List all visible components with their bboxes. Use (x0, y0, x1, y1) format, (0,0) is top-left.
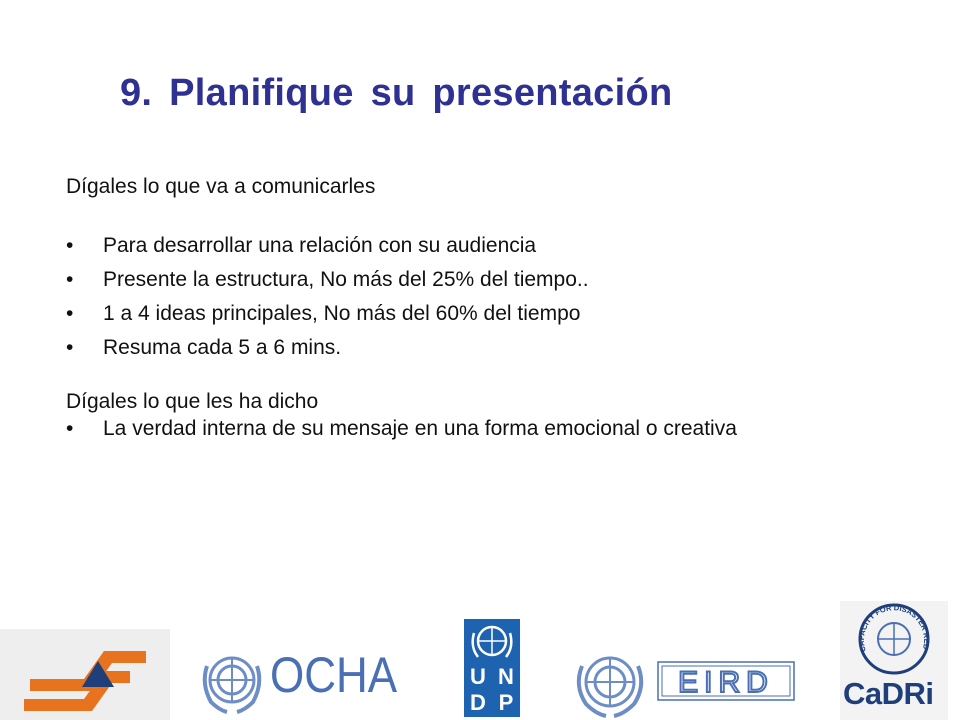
section2-bullet-list (66, 417, 926, 441)
partner-logos-strip (0, 600, 960, 720)
bullet-marker: • (66, 268, 74, 291)
bullet-marker: • (66, 417, 74, 440)
undp-letter: D (470, 690, 486, 715)
bullet-item: • Presente la estructura, No más del 25% del tiempo.. (66, 265, 926, 295)
undp-letter: P (498, 690, 514, 715)
un-emblem-icon (568, 646, 652, 718)
section1-bullet-list (66, 231, 926, 363)
bullet-marker: • (66, 336, 74, 359)
svg-text:CAPACITY FOR DISASTER REDUCTIO (840, 601, 931, 653)
section1-heading: Dígales lo que va a comunicarles (66, 175, 376, 198)
bullet-item: • La verdad interna de su mensaje en una forma emocional o creativa (66, 417, 737, 440)
un-emblem-icon (197, 644, 267, 716)
eird-wordmark: EIRD (678, 666, 774, 699)
ocha-wordmark: OCHA (270, 647, 398, 703)
arrow-logo (0, 629, 170, 720)
slide-title: 9. Planifique su presentación (120, 72, 673, 114)
eird-logo (656, 660, 796, 702)
bullet-marker: • (66, 302, 74, 325)
cadri-wordmark: CaDRi (843, 676, 934, 711)
cadri-ring-text: CAPACITY FOR DISASTER RED (856, 603, 932, 654)
bullet-item: • Resuma cada 5 a 6 mins. (66, 333, 926, 363)
bullet-item: • Para desarrollar una relación con su audiencia (66, 231, 926, 261)
undp-logo (464, 619, 520, 717)
bullet-marker: • (66, 234, 74, 257)
undp-letter: N (498, 664, 514, 689)
section2-heading: Dígales lo que les ha dicho (66, 390, 319, 413)
un-emblem-icon (464, 619, 520, 663)
undp-letter: U (470, 664, 486, 689)
cadri-emblem-icon (840, 601, 948, 677)
bullet-item: • 1 a 4 ideas principales, No más del 60% del tiempo (66, 299, 926, 329)
slide-body (66, 172, 926, 441)
